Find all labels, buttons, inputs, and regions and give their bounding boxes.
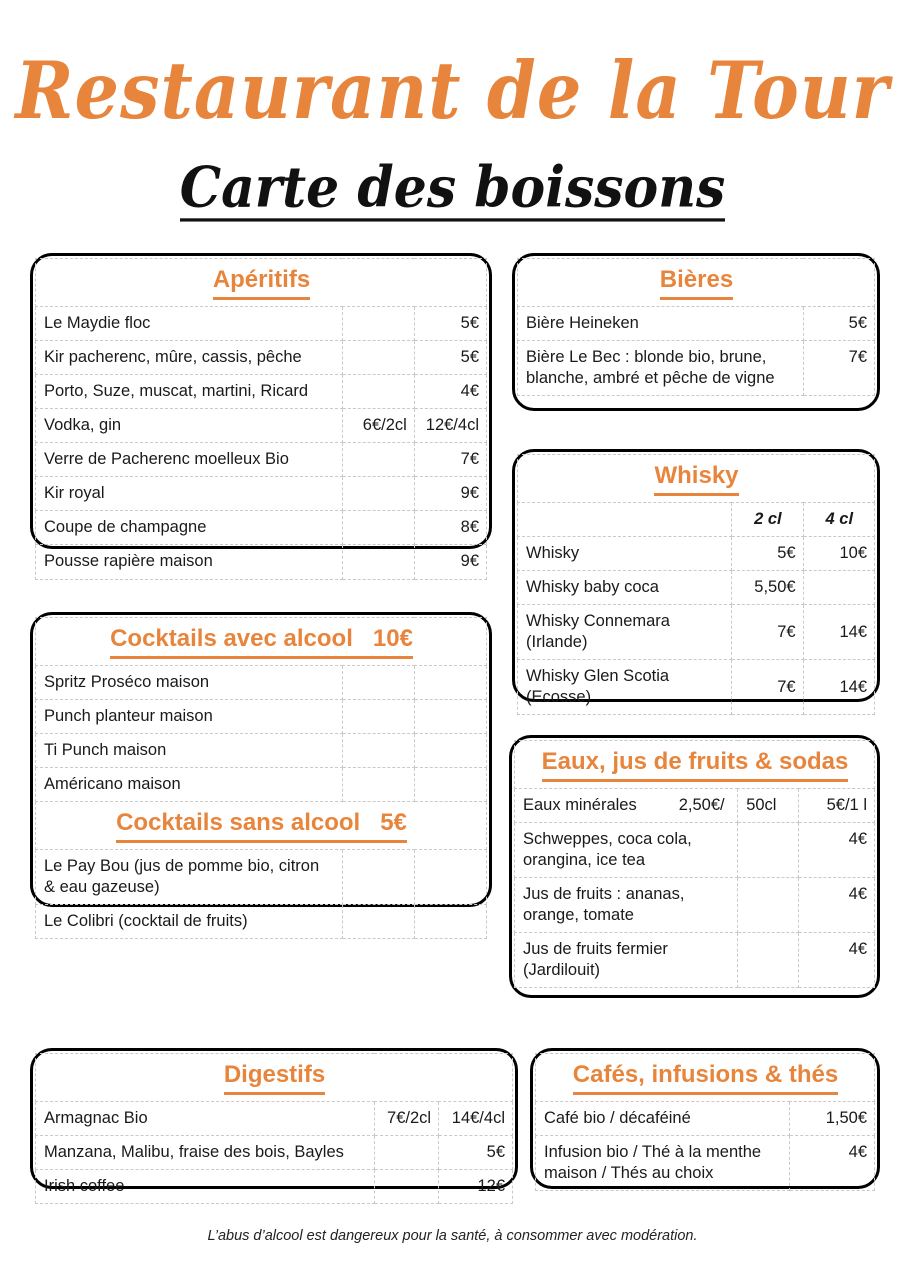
menu-header [0,0,905,221]
section-card-aperitifs [30,253,492,571]
item-price: 5€ [439,1135,513,1169]
alcohol-warning-footer: L’abus d’alcool est dangereux pour la santé, à consommer avec modération. [207,1228,698,1244]
table-row [536,1101,875,1135]
item-name: Whisky Connemara (Irlande) [518,605,732,660]
item-price-4cl: 10€ [803,536,874,570]
item-price: 9€ [414,545,486,579]
item-price-2cl [342,511,414,545]
section-title-cell [36,1054,513,1102]
bieres-table [517,258,875,396]
cafes-table [535,1053,875,1191]
table-row [36,699,487,733]
item-price: 7€ [803,340,874,395]
table-row [515,788,875,822]
item-price: 7€ [414,443,486,477]
item-price-2cl [342,340,414,374]
item-name: Whisky [518,536,732,570]
column-header-4cl: 4 cl [803,502,874,536]
column-header-row [518,502,875,536]
empty-cell [414,733,486,767]
item-name: Jus de fruits : ananas, orange, tomate [515,878,738,933]
item-price: 4€ [414,374,486,408]
table-row [36,1135,513,1169]
section-title-cell [536,1054,875,1102]
section-title-cocktails-avec-alcool: Cocktails avec alcool 10€ [110,624,413,659]
section-title-cell [518,455,875,503]
table-row [518,605,875,660]
empty-cell [342,768,414,802]
item-name: Porto, Suze, muscat, martini, Ricard [36,374,343,408]
item-name: Pousse rapière maison [36,545,343,579]
empty-cell [342,733,414,767]
section-card-cocktails [30,612,492,931]
item-name: Irish coffee [36,1169,375,1203]
section-card-cafes-infusions-thes [530,1048,880,1189]
section-title-cocktails-sans-alcool: Cocktails sans alcool 5€ [116,808,407,843]
empty-cell [738,933,799,988]
item-price-2cl: 7€ [732,605,803,660]
table-row [36,545,487,579]
item-price: 4€ [799,933,875,988]
table-row [518,306,875,340]
table-row [36,409,487,443]
item-name: Bière Le Bec : blonde bio, brune, blanche, ambré et pêche de vigne [518,340,804,395]
item-price-2cl: 7€ [732,660,803,715]
section-title-whisky: Whisky [654,461,738,496]
item-price-4cl: 14€ [803,605,874,660]
table-row [36,1169,513,1203]
table-row [518,570,875,604]
item-name: Verre de Pacherenc moelleux Bio [36,443,343,477]
item-price-4cl [803,570,874,604]
section-title-digestifs: Digestifs [224,1060,325,1095]
item-name: Américano maison [36,768,343,802]
empty-cell [414,768,486,802]
item-price-1l: 5€/1 l [799,788,875,822]
item-name: Infusion bio / Thé à la menthe maison / Thés au choix [536,1135,790,1190]
empty-cell [342,905,414,939]
item-name: Schweppes, coca cola, orangina, ice tea [515,822,738,877]
eaux-table [514,740,875,988]
section-title-cell [36,618,487,666]
item-price: 12€/4cl [414,409,486,443]
section-card-eaux-jus-sodas [509,735,880,998]
section-header-row [36,259,487,307]
item-price-2cl [342,306,414,340]
item-name: Punch planteur maison [36,699,343,733]
table-row [36,768,487,802]
section-title-bieres: Bières [660,265,733,300]
item-price: 4€ [799,878,875,933]
empty-cell [738,822,799,877]
item-name: Café bio / décaféiné [536,1101,790,1135]
item-name: Jus de fruits fermier (Jardilouit) [515,933,738,988]
item-price: 5€ [414,340,486,374]
item-price-50cl: 2,50€/ [678,795,725,814]
item-price-2cl [342,477,414,511]
item-price-2cl: 7€/2cl [374,1101,438,1135]
column-header-2cl: 2 cl [732,502,803,536]
section-header-row [36,1054,513,1102]
item-price: 4€ [790,1135,875,1190]
table-row [36,443,487,477]
empty-cell [342,665,414,699]
item-name: Kir royal [36,477,343,511]
item-name: Le Colibri (cocktail de fruits) [36,905,343,939]
item-price: 9€ [414,477,486,511]
item-price-2cl [342,443,414,477]
table-row [536,1135,875,1190]
item-name: Spritz Proséco maison [36,665,343,699]
table-row [518,536,875,570]
item-name: Manzana, Malibu, fraise des bois, Bayles [36,1135,375,1169]
table-row [36,733,487,767]
aperitifs-table [35,258,487,580]
restaurant-title: Restaurant de la Tour [15,44,890,138]
table-row [515,933,875,988]
item-volume: 50cl [738,788,799,822]
empty-cell [738,878,799,933]
table-row [36,306,487,340]
table-row [518,340,875,395]
item-name: Ti Punch maison [36,733,343,767]
table-row [36,374,487,408]
empty-cell [414,849,486,904]
menu-subtitle: Carte des boissons [179,154,726,221]
table-row [36,1101,513,1135]
empty-cell [342,849,414,904]
section-title-aperitifs: Apéritifs [213,265,310,300]
section-card-bieres [512,253,880,411]
item-name: Whisky Glen Scotia (Ecosse) [518,660,732,715]
cocktails-table [35,617,487,939]
table-row [36,511,487,545]
item-name: Le Pay Bou (jus de pomme bio, citron & eau gazeuse) [36,849,343,904]
item-name: Le Maydie floc [36,306,343,340]
empty-cell [518,502,732,536]
section-card-whisky [512,449,880,707]
section-card-digestifs [30,1048,518,1195]
item-name-with-price [515,788,738,822]
table-row [36,477,487,511]
item-price: 1,50€ [790,1101,875,1135]
item-name: Armagnac Bio [36,1101,375,1135]
empty-cell [414,905,486,939]
table-row [515,878,875,933]
item-name: Coupe de champagne [36,511,343,545]
item-price-4cl: 14€ [803,660,874,715]
table-row [36,905,487,939]
item-price-2cl: 5,50€ [732,570,803,604]
table-row [515,822,875,877]
empty-cell [342,699,414,733]
section-header-row [36,618,487,666]
table-row [36,340,487,374]
table-row [518,660,875,715]
section-title-cell [36,802,487,850]
item-price-2cl: 5€ [732,536,803,570]
section-header-row [536,1054,875,1102]
section-header-row [515,741,875,789]
section-header-row [36,802,487,850]
item-price-2cl [342,374,414,408]
item-price: 5€ [414,306,486,340]
section-title-cell [518,259,875,307]
item-name: Vodka, gin [36,409,343,443]
item-price: 14€/4cl [439,1101,513,1135]
section-title-cell [515,741,875,789]
table-row [36,665,487,699]
empty-cell [414,665,486,699]
item-price: 8€ [414,511,486,545]
item-price: 4€ [799,822,875,877]
section-header-row [518,455,875,503]
item-name: Eaux minérales [523,795,637,814]
item-price-2cl [374,1169,438,1203]
section-header-row [518,259,875,307]
section-title-cafes-infusions-thes: Cafés, infusions & thés [573,1060,838,1095]
item-price-2cl [374,1135,438,1169]
section-title-cell [36,259,487,307]
section-title-eaux-jus-sodas: Eaux, jus de fruits & sodas [542,747,849,782]
digestifs-table [35,1053,513,1204]
item-price-2cl [342,545,414,579]
item-price-2cl: 6€/2cl [342,409,414,443]
whisky-table [517,454,875,715]
table-row [36,849,487,904]
item-name: Whisky baby coca [518,570,732,604]
item-name: Bière Heineken [518,306,804,340]
item-price: 12€ [439,1169,513,1203]
empty-cell [414,699,486,733]
item-name: Kir pacherenc, mûre, cassis, pêche [36,340,343,374]
item-price: 5€ [803,306,874,340]
